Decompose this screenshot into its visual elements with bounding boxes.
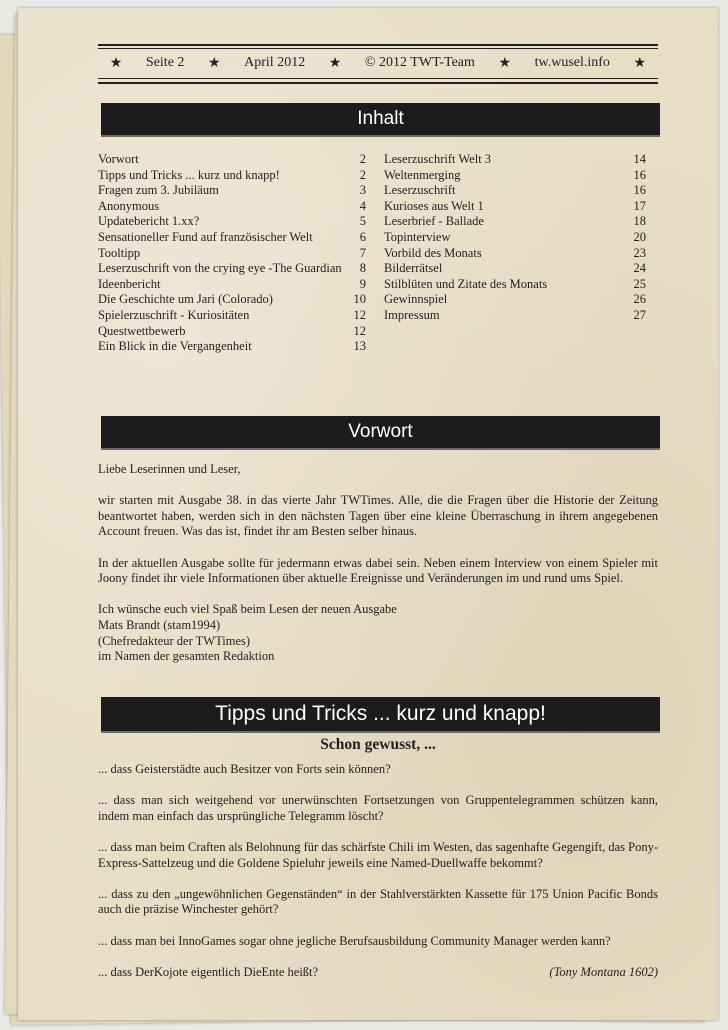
toc-entry-title: Bilderrätsel <box>384 261 443 276</box>
toc-entry-title: Kurioses aus Welt 1 <box>384 198 484 213</box>
tipps-title: Tipps und Tricks ... kurz und knapp! <box>215 702 546 725</box>
toc-entry-page: 5 <box>359 214 366 229</box>
toc-entry[interactable] <box>98 230 366 246</box>
star-icon: ★ <box>498 55 512 71</box>
toc-entry[interactable] <box>384 261 646 277</box>
toc-entry-title: Topinterview <box>384 229 451 244</box>
header-bottom-rule <box>98 82 658 84</box>
toc-entry-title: Questwettbewerb <box>98 323 186 338</box>
star-icon: ★ <box>633 55 647 71</box>
toc-entry-title: Leserbrief - Ballade <box>384 214 484 229</box>
toc-entry-title: Tooltipp <box>98 245 141 260</box>
header-copyright: © 2012 TWT-Team <box>364 55 475 70</box>
toc-title: Inhalt <box>357 108 404 129</box>
header-page-number: Seite 2 <box>145 55 185 70</box>
toc-entry-page: 4 <box>359 198 366 213</box>
toc-entry[interactable] <box>98 261 366 277</box>
toc-entry-page: 27 <box>633 307 646 322</box>
tipps-author: (Tony Montana 1602) <box>549 965 658 979</box>
closing-line: Mats Brandt (stam1994) <box>98 617 221 632</box>
toc-entry-title: Updatebericht 1.xx? <box>98 214 200 229</box>
toc-entry[interactable] <box>98 152 366 168</box>
toc-entry[interactable] <box>98 308 366 324</box>
toc-entry-page: 25 <box>633 276 646 291</box>
toc-entry-page: 18 <box>633 214 646 229</box>
toc-entry-page: 26 <box>633 292 646 307</box>
tipps-body <box>98 762 658 980</box>
toc-entry[interactable] <box>384 168 646 184</box>
toc-right-column <box>384 152 646 324</box>
toc-entry-title: Leserzuschrift <box>384 183 456 198</box>
toc-entry-page: 3 <box>359 183 366 198</box>
toc-entry-title: Ein Blick in die Vergangenheit <box>98 339 252 354</box>
toc-entry-title: Weltenmerging <box>384 167 461 182</box>
toc-entry[interactable] <box>98 168 366 184</box>
tipp-item: ... dass man beim Craften als Belohnung für das schärfste Chili im Westen, das sagenhafte Gegengift, das Pony-Express-Sattelzeug und die Goldene Spieluhr jeweils eine Named-Duellwaffe bekommt? <box>98 839 658 870</box>
toc-entry[interactable] <box>98 339 366 355</box>
vorwort-body <box>98 462 658 665</box>
toc-left-column <box>98 152 366 355</box>
tipp-item: ... dass man sich weitgehend vor unerwünschten Fortsetzungen von Gruppentelegrammen schützen kann, indem man einfach das ursprüngliche Telegramm löscht? <box>98 793 658 823</box>
header-bottom-rule-thin <box>98 78 658 79</box>
toc-entry[interactable] <box>384 152 646 168</box>
tipp-item: ... dass Geisterstädte auch Besitzer von Forts sein können? <box>98 762 391 776</box>
toc-entry-page: 20 <box>633 229 646 244</box>
toc-entry-page: 2 <box>359 167 366 182</box>
toc-entry-title: Leserzuschrift Welt 3 <box>384 152 492 166</box>
header-top-rule-thin <box>98 48 658 49</box>
toc-entry-title: Tipps und Tricks ... kurz und knapp! <box>98 167 280 182</box>
toc-entry-page: 16 <box>633 167 646 182</box>
vorwort-paragraph: wir starten mit Ausgabe 38. in das vierte Jahr TWTimes. Alle, die die Fragen über die Historie der Zeitung beantwortet haben, werden sich in den nächsten Tagen über eine kleine Überraschung in ihrem angegebenen Account freuen. Was das ist, findet ihr am Besten selber hinaus. <box>98 493 658 539</box>
toc-entry-title: Vorbild des Monats <box>384 245 482 260</box>
header-website: tw.wusel.info <box>534 55 610 70</box>
star-icon: ★ <box>328 55 342 71</box>
toc-entry-page: 10 <box>353 292 366 307</box>
toc-entry[interactable] <box>98 183 366 199</box>
closing-line: Ich wünsche euch viel Spaß beim Lesen der neuen Ausgabe <box>98 602 397 617</box>
closing-line: im Namen der gesamten Redaktion <box>98 649 275 664</box>
tipp-item: ... dass man bei InnoGames sogar ohne jegliche Berufsausbildung Community Manager werden kann? <box>98 933 611 948</box>
toc-entry-page: 7 <box>359 245 366 260</box>
toc-entry[interactable] <box>98 214 366 230</box>
star-icon: ★ <box>208 55 221 71</box>
star-icon: ★ <box>109 55 123 71</box>
closing-line: (Chefredakteur der TWTimes) <box>98 633 251 648</box>
toc-entry[interactable] <box>384 230 646 246</box>
toc-entry-title: Vorwort <box>98 152 139 166</box>
toc-entry-title: Die Geschichte um Jari (Colorado) <box>98 292 273 307</box>
toc-entry[interactable] <box>384 246 646 262</box>
toc-entry[interactable] <box>98 292 366 308</box>
toc-entry-page: 16 <box>633 183 646 198</box>
toc-entry[interactable] <box>98 277 366 293</box>
header-top-rule <box>98 44 658 46</box>
toc-entry-page: 14 <box>633 152 646 166</box>
toc-entry-page: 23 <box>633 245 646 260</box>
vorwort-closing <box>98 602 658 664</box>
toc-entry[interactable] <box>384 277 646 293</box>
toc-entry-title: Impressum <box>384 307 440 322</box>
toc-entry-title: Anonymous <box>98 198 160 213</box>
toc-entry[interactable] <box>384 292 646 308</box>
toc-entry[interactable] <box>98 246 366 262</box>
toc-entry-title: Ideenbericht <box>98 276 161 291</box>
toc-entry-title: Fragen zum 3. Jubiläum <box>98 183 219 198</box>
toc-entry-page: 6 <box>359 229 366 244</box>
vorwort-title: Vorwort <box>348 421 413 442</box>
toc-entry-page: 24 <box>633 261 646 276</box>
toc-entry[interactable] <box>98 324 366 340</box>
toc-entry-page: 8 <box>359 261 366 276</box>
page-header <box>98 52 658 74</box>
toc-entry-page: 17 <box>633 198 646 213</box>
toc-entry[interactable] <box>384 308 646 324</box>
vorwort-greeting: Liebe Leserinnen und Leser, <box>98 462 241 476</box>
toc-entry-page: 2 <box>359 152 366 166</box>
toc-entry-title: Spielerzuschrift - Kuriositäten <box>98 307 250 322</box>
toc-entry[interactable] <box>98 199 366 215</box>
header-date: April 2012 <box>244 55 306 70</box>
toc-entry-page: 12 <box>353 323 366 338</box>
toc-entry[interactable] <box>384 199 646 215</box>
vorwort-paragraph: In der aktuellen Ausgabe sollte für jedermann etwas dabei sein. Neben einem Interview von einem Spieler mit Joony findet ihr viele Informationen über aktuelle Ereignisse und Veränderungen im und rund ums Spiel. <box>98 555 658 586</box>
toc-entry-page: 13 <box>353 339 366 354</box>
toc-banner <box>101 103 660 135</box>
toc-entry[interactable] <box>384 214 646 230</box>
toc-entry-page: 12 <box>353 307 366 322</box>
toc-entry-title: Sensationeller Fund auf französischer Welt <box>98 229 313 244</box>
toc-entry-title: Leserzuschrift von the crying eye -The Guardian <box>98 261 342 276</box>
toc-entry-page: 9 <box>359 276 366 291</box>
tipp-item: ... dass zu den „ungewöhnlichen Gegenständen“ in der Stahlverstärkten Kassette für 175 Union Pacific Bonds auch die präzise Winchester gehört? <box>98 886 658 917</box>
tipp-item: ... dass DerKojote eigentlich DieEnte heißt? <box>98 964 319 979</box>
tipps-banner <box>101 697 660 731</box>
tipps-subtitle: Schon gewusst, ... <box>320 736 436 753</box>
toc-entry[interactable] <box>384 183 646 199</box>
toc-entry-title: Gewinnspiel <box>384 292 448 307</box>
toc-entry-title: Stilblüten und Zitate des Monats <box>384 276 548 291</box>
vorwort-banner <box>101 416 660 448</box>
